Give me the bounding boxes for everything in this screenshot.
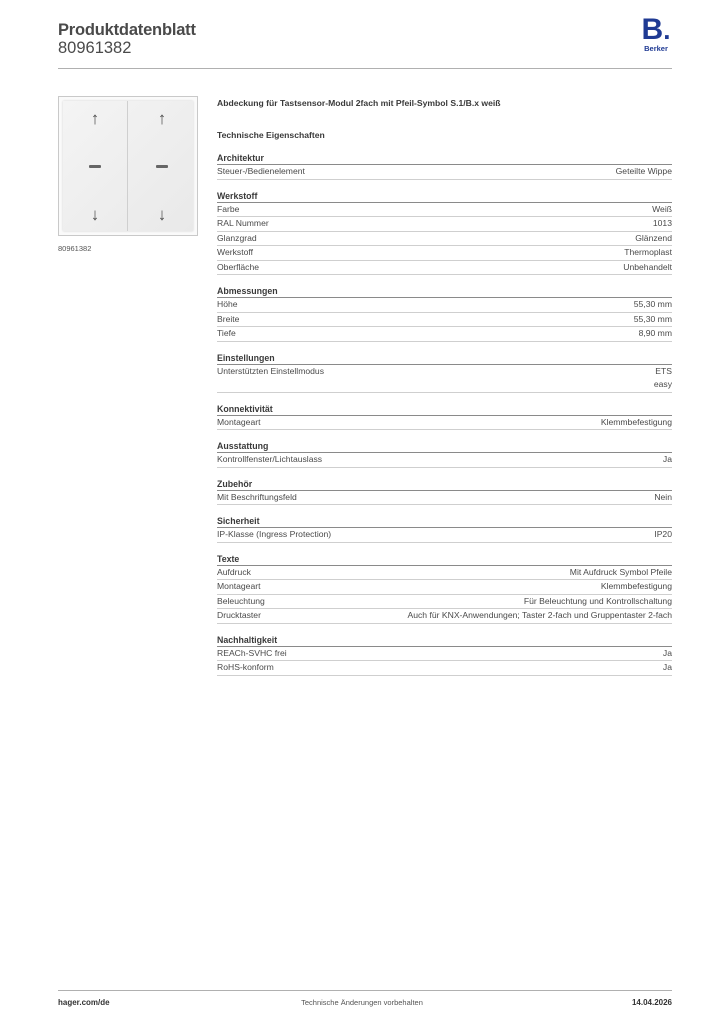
- spec-section: [217, 152, 672, 180]
- document-title: Produktdatenblatt: [58, 21, 196, 39]
- spec-value: Mit Aufdruck Symbol Pfeile: [569, 566, 672, 577]
- section-title: Konnektivität: [217, 403, 672, 416]
- switch-cover-illustration: [63, 101, 193, 231]
- spec-value: Nein: [654, 491, 672, 502]
- section-title: Zubehör: [217, 478, 672, 491]
- spec-row: [217, 453, 672, 468]
- arrow-up-icon: ↑: [157, 109, 167, 128]
- spec-value: 55,30 mm: [633, 299, 672, 309]
- section-title: Ausstattung: [217, 440, 672, 453]
- spec-value: Ja: [662, 454, 672, 464]
- led-window-icon: [156, 165, 168, 168]
- spec-section: [217, 285, 672, 342]
- spec-label: Montageart: [217, 416, 261, 427]
- spec-row: [217, 165, 672, 180]
- spec-row: [217, 232, 672, 247]
- spec-label: Oberfläche: [217, 261, 260, 272]
- section-title: Nachhaltigkeit: [217, 634, 672, 647]
- spec-row: [217, 580, 672, 595]
- spec-value: Auch für KNX-Anwendungen; Taster 2-fach und Gruppentaster 2-fach: [407, 610, 672, 620]
- spec-section: [217, 190, 672, 276]
- arrow-up-icon: ↑: [90, 109, 100, 128]
- rocker-split-line: [127, 101, 128, 231]
- spec-label: Breite: [217, 313, 240, 324]
- spec-label: Tiefe: [217, 328, 236, 338]
- tech-properties-heading: Technische Eigenschaften: [217, 130, 325, 140]
- spec-label: Farbe: [217, 203, 240, 214]
- logo-wordmark: Berker: [644, 44, 668, 53]
- spec-value: Glänzend: [635, 232, 672, 243]
- spec-label: Glanzgrad: [217, 232, 257, 243]
- arrow-down-icon: ↓: [90, 205, 100, 224]
- spec-value: Ja: [662, 662, 672, 672]
- spec-row: [217, 609, 672, 624]
- header-divider: [58, 68, 672, 69]
- section-title: Einstellungen: [217, 352, 672, 365]
- berker-logo: [640, 13, 672, 53]
- spec-label: Mit Beschriftungsfeld: [217, 491, 297, 502]
- spec-label: REACh-SVHC frei: [217, 647, 287, 658]
- spec-row: [217, 261, 672, 276]
- spec-value: 55,30 mm: [633, 313, 672, 324]
- spec-value: Geteilte Wippe: [615, 166, 672, 176]
- spec-section: [217, 515, 672, 543]
- footer-notice: Technische Änderungen vorbehalten: [301, 998, 423, 1007]
- spec-section: [217, 478, 672, 506]
- footer-divider: [58, 990, 672, 991]
- spec-row: [217, 203, 672, 218]
- spec-value: Weiß: [652, 203, 672, 214]
- spec-row: [217, 647, 672, 662]
- spec-label: Montageart: [217, 581, 261, 591]
- spec-row: [217, 491, 672, 506]
- spec-value: 1013: [652, 218, 672, 228]
- spec-row: [217, 416, 672, 431]
- spec-section: [217, 403, 672, 431]
- logo-letter: B.: [641, 13, 671, 46]
- spec-value: Klemmbefestigung: [600, 581, 672, 591]
- led-window-icon: [89, 165, 101, 168]
- spec-value: Ja: [662, 647, 672, 658]
- spec-label: Beleuchtung: [217, 595, 265, 606]
- spec-row: [217, 217, 672, 232]
- spec-content: [217, 96, 672, 676]
- spec-section: [217, 634, 672, 676]
- spec-label: Unterstützten Einstellmodus: [217, 365, 324, 376]
- footer-date: 14.04.2026: [631, 998, 672, 1007]
- spec-row: [217, 661, 672, 676]
- section-title: Sicherheit: [217, 515, 672, 528]
- section-title: Abmessungen: [217, 285, 672, 298]
- spec-label: RAL Nummer: [217, 218, 269, 228]
- spec-label: Drucktaster: [217, 610, 261, 620]
- spec-value: ETS easy: [653, 365, 672, 389]
- spec-row: [217, 313, 672, 328]
- spec-label: Aufdruck: [217, 566, 251, 577]
- footer-website: hager.com/de: [58, 998, 110, 1007]
- spec-section: [217, 352, 672, 393]
- spec-label: Werkstoff: [217, 247, 253, 257]
- spec-row: [217, 566, 672, 581]
- spec-row: [217, 595, 672, 610]
- spec-row: [217, 365, 672, 393]
- arrow-down-icon: ↓: [157, 205, 167, 224]
- spec-value: Klemmbefestigung: [600, 416, 672, 427]
- spec-section: [217, 553, 672, 624]
- image-caption: 80961382: [58, 244, 92, 253]
- product-image: [58, 96, 198, 236]
- spec-label: RoHS-konform: [217, 662, 274, 672]
- spec-row: [217, 528, 672, 543]
- spec-value: 8,90 mm: [638, 328, 672, 338]
- spec-row: [217, 327, 672, 342]
- product-title: Abdeckung für Tastsensor-Modul 2fach mit Pfeil-Symbol S.1/B.x weiß: [217, 98, 501, 108]
- spec-sections: [217, 152, 672, 676]
- spec-label: Steuer-/Bedienelement: [217, 166, 305, 176]
- spec-value: Für Beleuchtung und Kontrollschaltung: [523, 595, 672, 606]
- spec-value: IP20: [654, 529, 672, 539]
- page-header: [58, 13, 672, 69]
- document-number: 80961382: [58, 39, 132, 57]
- spec-label: Höhe: [217, 299, 238, 309]
- spec-label: Kontrollfenster/Lichtauslass: [217, 454, 323, 464]
- spec-row: [217, 246, 672, 261]
- spec-value: Unbehandelt: [623, 261, 672, 272]
- section-title: Architektur: [217, 152, 672, 165]
- section-title: Werkstoff: [217, 190, 672, 203]
- spec-label: IP-Klasse (Ingress Protection): [217, 529, 332, 539]
- spec-row: [217, 298, 672, 313]
- spec-section: [217, 440, 672, 468]
- spec-value: Thermoplast: [624, 247, 672, 257]
- section-title: Texte: [217, 553, 672, 566]
